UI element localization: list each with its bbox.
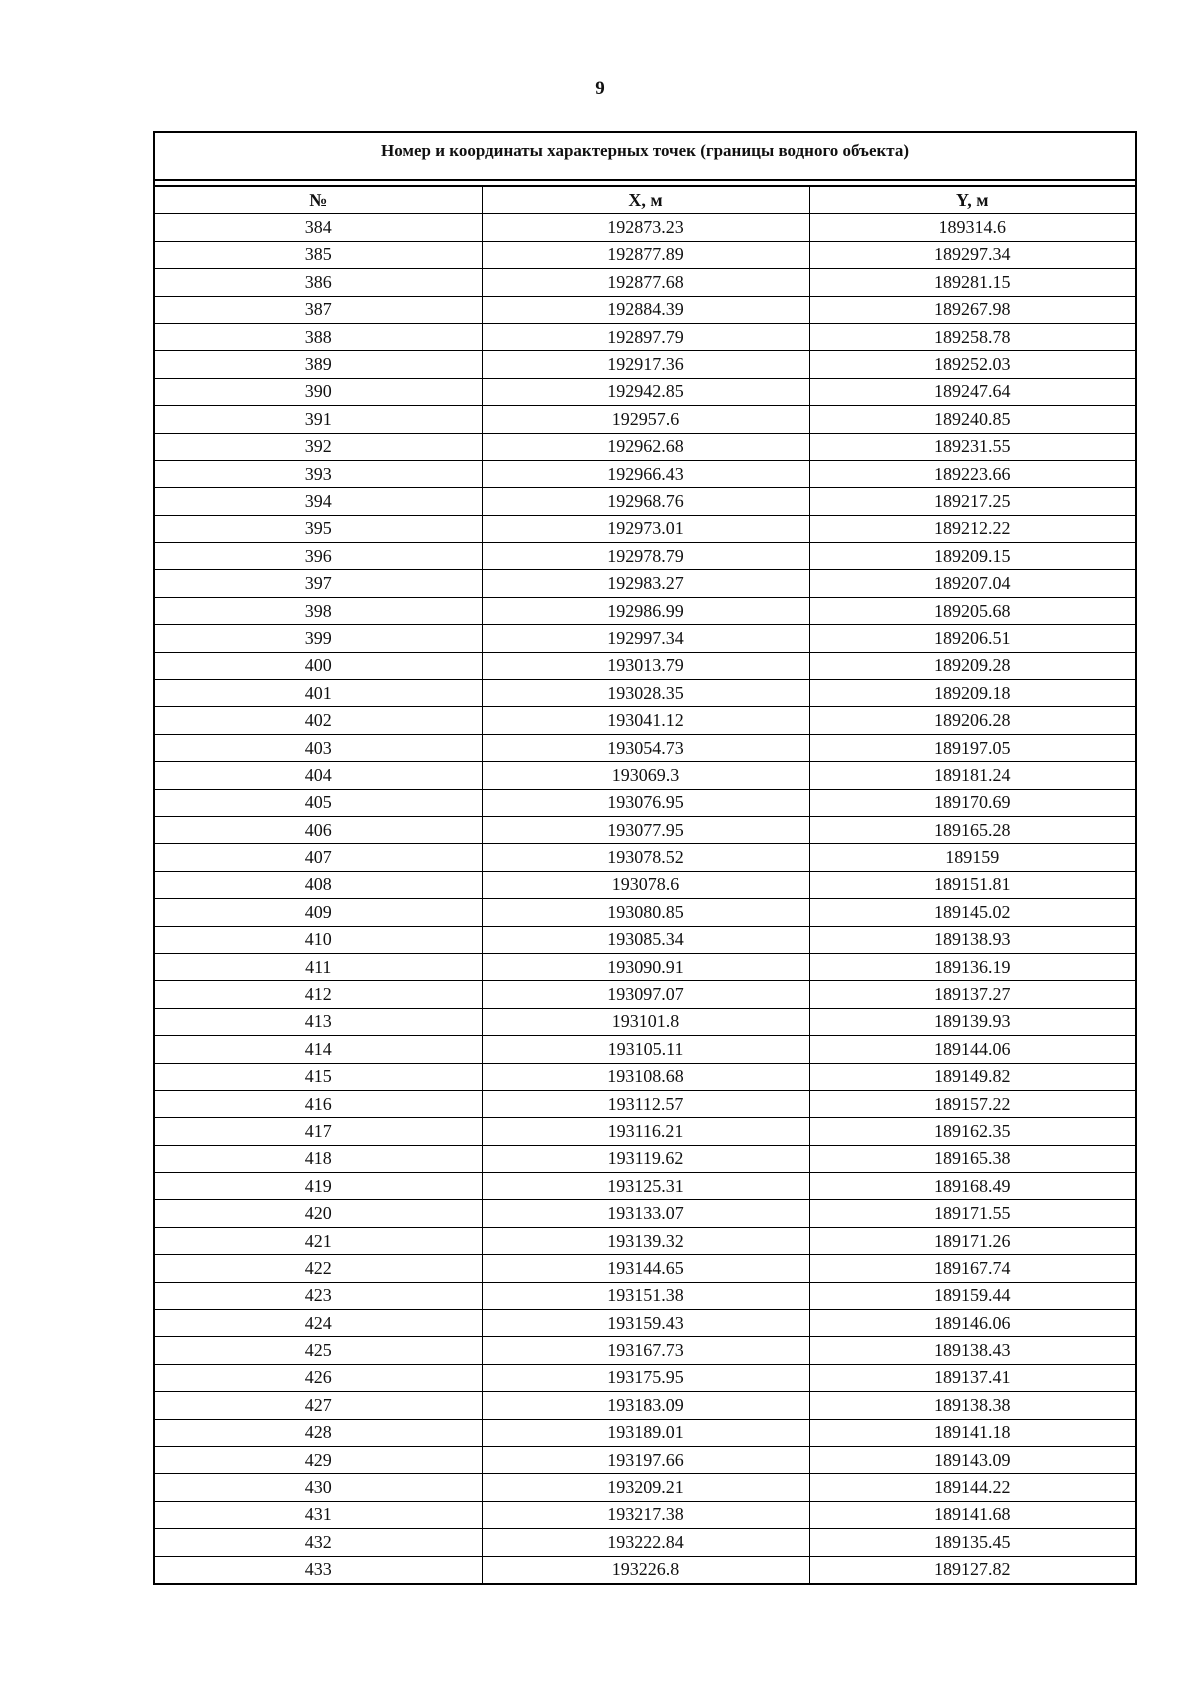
point-number-cell: 428 xyxy=(155,1419,482,1446)
table-row xyxy=(155,680,1135,707)
table-row xyxy=(155,1255,1135,1282)
point-number-cell: 433 xyxy=(155,1556,482,1583)
y-coordinate-cell: 189157.22 xyxy=(809,1090,1135,1117)
x-coordinate-cell: 193183.09 xyxy=(482,1392,809,1419)
x-coordinate-cell: 193133.07 xyxy=(482,1200,809,1227)
y-coordinate-cell: 189138.43 xyxy=(809,1337,1135,1364)
point-number-cell: 398 xyxy=(155,597,482,624)
y-coordinate-cell: 189209.28 xyxy=(809,652,1135,679)
y-coordinate-cell: 189207.04 xyxy=(809,570,1135,597)
y-coordinate-cell: 189141.68 xyxy=(809,1501,1135,1528)
point-number-cell: 394 xyxy=(155,488,482,515)
y-coordinate-cell: 189281.15 xyxy=(809,269,1135,296)
header-y: Y, м xyxy=(809,186,1135,214)
x-coordinate-cell: 193222.84 xyxy=(482,1529,809,1556)
y-coordinate-cell: 189168.49 xyxy=(809,1173,1135,1200)
y-coordinate-cell: 189171.26 xyxy=(809,1227,1135,1254)
y-coordinate-cell: 189314.6 xyxy=(809,214,1135,241)
point-number-cell: 396 xyxy=(155,543,482,570)
point-number-cell: 432 xyxy=(155,1529,482,1556)
table-row xyxy=(155,1556,1135,1583)
table-body xyxy=(155,214,1135,1583)
x-coordinate-cell: 193226.8 xyxy=(482,1556,809,1583)
x-coordinate-cell: 193105.11 xyxy=(482,1036,809,1063)
point-number-cell: 401 xyxy=(155,680,482,707)
x-coordinate-cell: 192873.23 xyxy=(482,214,809,241)
point-number-cell: 395 xyxy=(155,515,482,542)
coordinates-table-frame xyxy=(153,131,1137,1585)
x-coordinate-cell: 192884.39 xyxy=(482,296,809,323)
point-number-cell: 410 xyxy=(155,926,482,953)
point-number-cell: 385 xyxy=(155,241,482,268)
point-number-cell: 387 xyxy=(155,296,482,323)
table-row xyxy=(155,323,1135,350)
x-coordinate-cell: 193159.43 xyxy=(482,1310,809,1337)
table-row xyxy=(155,981,1135,1008)
y-coordinate-cell: 189206.28 xyxy=(809,707,1135,734)
table-row xyxy=(155,433,1135,460)
y-coordinate-cell: 189240.85 xyxy=(809,406,1135,433)
x-coordinate-cell: 193125.31 xyxy=(482,1173,809,1200)
x-coordinate-cell: 193054.73 xyxy=(482,734,809,761)
y-coordinate-cell: 189141.18 xyxy=(809,1419,1135,1446)
table-row xyxy=(155,1036,1135,1063)
x-coordinate-cell: 192877.89 xyxy=(482,241,809,268)
table-row xyxy=(155,926,1135,953)
table-row xyxy=(155,1392,1135,1419)
y-coordinate-cell: 189137.27 xyxy=(809,981,1135,1008)
y-coordinate-cell: 189258.78 xyxy=(809,323,1135,350)
point-number-cell: 430 xyxy=(155,1474,482,1501)
table-row xyxy=(155,1090,1135,1117)
table-row xyxy=(155,351,1135,378)
table-row xyxy=(155,1063,1135,1090)
x-coordinate-cell: 193101.8 xyxy=(482,1008,809,1035)
point-number-cell: 426 xyxy=(155,1364,482,1391)
x-coordinate-cell: 193197.66 xyxy=(482,1446,809,1473)
point-number-cell: 389 xyxy=(155,351,482,378)
x-coordinate-cell: 192983.27 xyxy=(482,570,809,597)
x-coordinate-cell: 193097.07 xyxy=(482,981,809,1008)
y-coordinate-cell: 189165.38 xyxy=(809,1145,1135,1172)
point-number-cell: 390 xyxy=(155,378,482,405)
y-coordinate-cell: 189135.45 xyxy=(809,1529,1135,1556)
x-coordinate-cell: 193139.32 xyxy=(482,1227,809,1254)
y-coordinate-cell: 189127.82 xyxy=(809,1556,1135,1583)
y-coordinate-cell: 189197.05 xyxy=(809,734,1135,761)
table-row xyxy=(155,1337,1135,1364)
y-coordinate-cell: 189217.25 xyxy=(809,488,1135,515)
header-x: X, м xyxy=(482,186,809,214)
table-row xyxy=(155,1529,1135,1556)
x-coordinate-cell: 192973.01 xyxy=(482,515,809,542)
table-row xyxy=(155,707,1135,734)
y-coordinate-cell: 189212.22 xyxy=(809,515,1135,542)
point-number-cell: 431 xyxy=(155,1501,482,1528)
table-row xyxy=(155,1446,1135,1473)
point-number-cell: 393 xyxy=(155,460,482,487)
x-coordinate-cell: 193013.79 xyxy=(482,652,809,679)
table-row xyxy=(155,378,1135,405)
y-coordinate-cell: 189209.15 xyxy=(809,543,1135,570)
table-row xyxy=(155,625,1135,652)
y-coordinate-cell: 189136.19 xyxy=(809,953,1135,980)
y-coordinate-cell: 189267.98 xyxy=(809,296,1135,323)
point-number-cell: 388 xyxy=(155,323,482,350)
point-number-cell: 407 xyxy=(155,844,482,871)
x-coordinate-cell: 193116.21 xyxy=(482,1118,809,1145)
x-coordinate-cell: 193080.85 xyxy=(482,899,809,926)
y-coordinate-cell: 189165.28 xyxy=(809,816,1135,843)
x-coordinate-cell: 193090.91 xyxy=(482,953,809,980)
point-number-cell: 400 xyxy=(155,652,482,679)
x-coordinate-cell: 193108.68 xyxy=(482,1063,809,1090)
y-coordinate-cell: 189149.82 xyxy=(809,1063,1135,1090)
point-number-cell: 391 xyxy=(155,406,482,433)
point-number-cell: 419 xyxy=(155,1173,482,1200)
table-row xyxy=(155,214,1135,241)
y-coordinate-cell: 189170.69 xyxy=(809,789,1135,816)
x-coordinate-cell: 193085.34 xyxy=(482,926,809,953)
table-row xyxy=(155,570,1135,597)
x-coordinate-cell: 192986.99 xyxy=(482,597,809,624)
x-coordinate-cell: 192966.43 xyxy=(482,460,809,487)
point-number-cell: 423 xyxy=(155,1282,482,1309)
table-row xyxy=(155,1200,1135,1227)
x-coordinate-cell: 193119.62 xyxy=(482,1145,809,1172)
table-row xyxy=(155,1474,1135,1501)
x-coordinate-cell: 193041.12 xyxy=(482,707,809,734)
x-coordinate-cell: 193078.52 xyxy=(482,844,809,871)
x-coordinate-cell: 193167.73 xyxy=(482,1337,809,1364)
y-coordinate-cell: 189159.44 xyxy=(809,1282,1135,1309)
table-row xyxy=(155,1227,1135,1254)
point-number-cell: 408 xyxy=(155,871,482,898)
table-row xyxy=(155,269,1135,296)
table-row xyxy=(155,543,1135,570)
table-row xyxy=(155,1310,1135,1337)
table-row xyxy=(155,241,1135,268)
point-number-cell: 397 xyxy=(155,570,482,597)
point-number-cell: 427 xyxy=(155,1392,482,1419)
point-number-cell: 429 xyxy=(155,1446,482,1473)
y-coordinate-cell: 189143.09 xyxy=(809,1446,1135,1473)
x-coordinate-cell: 193175.95 xyxy=(482,1364,809,1391)
table-row xyxy=(155,734,1135,761)
y-coordinate-cell: 189138.93 xyxy=(809,926,1135,953)
table-row xyxy=(155,488,1135,515)
point-number-cell: 420 xyxy=(155,1200,482,1227)
y-coordinate-cell: 189223.66 xyxy=(809,460,1135,487)
table-row xyxy=(155,652,1135,679)
y-coordinate-cell: 189297.34 xyxy=(809,241,1135,268)
x-coordinate-cell: 192978.79 xyxy=(482,543,809,570)
y-coordinate-cell: 189144.22 xyxy=(809,1474,1135,1501)
y-coordinate-cell: 189171.55 xyxy=(809,1200,1135,1227)
x-coordinate-cell: 193217.38 xyxy=(482,1501,809,1528)
point-number-cell: 392 xyxy=(155,433,482,460)
point-number-cell: 403 xyxy=(155,734,482,761)
table-row xyxy=(155,816,1135,843)
y-coordinate-cell: 189139.93 xyxy=(809,1008,1135,1035)
table-row xyxy=(155,899,1135,926)
table-row xyxy=(155,515,1135,542)
table-row xyxy=(155,1008,1135,1035)
point-number-cell: 415 xyxy=(155,1063,482,1090)
y-coordinate-cell: 189205.68 xyxy=(809,597,1135,624)
point-number-cell: 416 xyxy=(155,1090,482,1117)
y-coordinate-cell: 189162.35 xyxy=(809,1118,1135,1145)
x-coordinate-cell: 192997.34 xyxy=(482,625,809,652)
point-number-cell: 421 xyxy=(155,1227,482,1254)
page-number: 9 xyxy=(595,78,605,99)
x-coordinate-cell: 192917.36 xyxy=(482,351,809,378)
x-coordinate-cell: 193069.3 xyxy=(482,762,809,789)
x-coordinate-cell: 193077.95 xyxy=(482,816,809,843)
table-title: Номер и координаты характерных точек (границы водного объекта) xyxy=(155,133,1135,181)
point-number-cell: 414 xyxy=(155,1036,482,1063)
point-number-cell: 409 xyxy=(155,899,482,926)
point-number-cell: 405 xyxy=(155,789,482,816)
y-coordinate-cell: 189151.81 xyxy=(809,871,1135,898)
y-coordinate-cell: 189206.51 xyxy=(809,625,1135,652)
y-coordinate-cell: 189145.02 xyxy=(809,899,1135,926)
y-coordinate-cell: 189146.06 xyxy=(809,1310,1135,1337)
y-coordinate-cell: 189144.06 xyxy=(809,1036,1135,1063)
table-row xyxy=(155,597,1135,624)
table-row xyxy=(155,460,1135,487)
table-row xyxy=(155,953,1135,980)
y-coordinate-cell: 189209.18 xyxy=(809,680,1135,707)
point-number-cell: 384 xyxy=(155,214,482,241)
table-row xyxy=(155,1501,1135,1528)
point-number-cell: 402 xyxy=(155,707,482,734)
x-coordinate-cell: 193151.38 xyxy=(482,1282,809,1309)
x-coordinate-cell: 193189.01 xyxy=(482,1419,809,1446)
x-coordinate-cell: 192957.6 xyxy=(482,406,809,433)
point-number-cell: 418 xyxy=(155,1145,482,1172)
point-number-cell: 417 xyxy=(155,1118,482,1145)
point-number-cell: 413 xyxy=(155,1008,482,1035)
x-coordinate-cell: 193144.65 xyxy=(482,1255,809,1282)
y-coordinate-cell: 189138.38 xyxy=(809,1392,1135,1419)
table-row xyxy=(155,406,1135,433)
y-coordinate-cell: 189231.55 xyxy=(809,433,1135,460)
x-coordinate-cell: 193112.57 xyxy=(482,1090,809,1117)
table-row xyxy=(155,789,1135,816)
x-coordinate-cell: 192968.76 xyxy=(482,488,809,515)
point-number-cell: 406 xyxy=(155,816,482,843)
point-number-cell: 424 xyxy=(155,1310,482,1337)
table-row xyxy=(155,1118,1135,1145)
table-header-row xyxy=(155,186,1135,214)
y-coordinate-cell: 189159 xyxy=(809,844,1135,871)
x-coordinate-cell: 193209.21 xyxy=(482,1474,809,1501)
y-coordinate-cell: 189167.74 xyxy=(809,1255,1135,1282)
x-coordinate-cell: 192962.68 xyxy=(482,433,809,460)
point-number-cell: 404 xyxy=(155,762,482,789)
table-row xyxy=(155,844,1135,871)
point-number-cell: 399 xyxy=(155,625,482,652)
point-number-cell: 412 xyxy=(155,981,482,1008)
table-row xyxy=(155,1173,1135,1200)
point-number-cell: 386 xyxy=(155,269,482,296)
y-coordinate-cell: 189247.64 xyxy=(809,378,1135,405)
point-number-cell: 411 xyxy=(155,953,482,980)
table-row xyxy=(155,871,1135,898)
y-coordinate-cell: 189181.24 xyxy=(809,762,1135,789)
x-coordinate-cell: 193076.95 xyxy=(482,789,809,816)
x-coordinate-cell: 192942.85 xyxy=(482,378,809,405)
coordinates-table xyxy=(155,185,1135,1583)
x-coordinate-cell: 192897.79 xyxy=(482,323,809,350)
header-number: № xyxy=(155,186,482,214)
table-row xyxy=(155,1282,1135,1309)
table-row xyxy=(155,1364,1135,1391)
x-coordinate-cell: 193078.6 xyxy=(482,871,809,898)
table-row xyxy=(155,762,1135,789)
table-row xyxy=(155,1419,1135,1446)
table-row xyxy=(155,1145,1135,1172)
table-row xyxy=(155,296,1135,323)
y-coordinate-cell: 189252.03 xyxy=(809,351,1135,378)
x-coordinate-cell: 192877.68 xyxy=(482,269,809,296)
y-coordinate-cell: 189137.41 xyxy=(809,1364,1135,1391)
point-number-cell: 425 xyxy=(155,1337,482,1364)
x-coordinate-cell: 193028.35 xyxy=(482,680,809,707)
point-number-cell: 422 xyxy=(155,1255,482,1282)
